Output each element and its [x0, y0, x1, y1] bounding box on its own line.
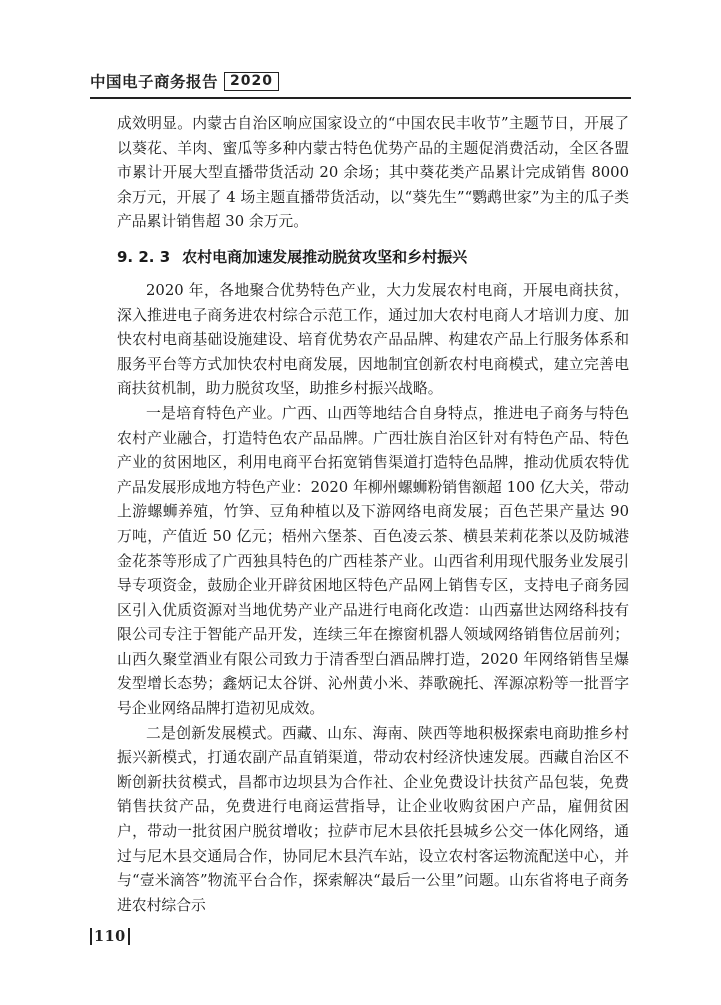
- footer-bar-right: [128, 928, 130, 945]
- page-footer: [88, 928, 132, 945]
- report-title: 中国电子商务报告: [90, 73, 219, 91]
- report-year-badge: 2020: [224, 72, 279, 91]
- page-body: [117, 112, 629, 918]
- paragraph-specialty-industry: 一是培育特色产业。广西、山西等地结合自身特点，推进电子商务与特色农村产业融合，打造特色农产品品牌。广西壮族自治区针对有特色产品、特色产业的贫困地区，利用电商平台拓宽销售渠道打造特色品牌，推动优质农特优产品发展形成地方特色产业：2020 年柳州螺蛳粉销售额超 100 亿大关，带动上游螺蛳养殖，竹笋、豆角种植以及下游网络电商发展；百色芒果产量达 90 万吨，产值近 50 亿元；梧州六堡茶、百色凌云茶、横县茉莉花茶以及防城港金花茶等形成了广西独具特色的广西桂茶产业。山西省利用现代服务业发展引导专项资金，鼓励企业开辟贫困地区特色产品网上销售专区，支持电子商务园区引入优质资源对当地优势产业产品进行电商化改造：山西嘉世达网络科技有限公司专注于智能产品开发，连续三年在擦窗机器人领域网络销售位居前列；山西久聚堂酒业有限公司致力于清香型白酒品牌打造，2020 年网络销售呈爆发型增长态势；鑫炳记太谷饼、沁州黄小米、莽歌碗托、浑源凉粉等一批晋字号企业网络品牌打造初见成效。: [117, 404, 629, 718]
- footer-bar-left: [90, 928, 92, 945]
- running-header: [90, 70, 279, 92]
- paragraph-innovation-model: 二是创新发展模式。西藏、山东、海南、陕西等地积极探索电商助推乡村振兴新模式，打通农副产品直销渠道，带动农村经济快速发展。西藏自治区不断创新扶贫模式，昌都市边坝县为合作社、企业免费设计扶贫产品包装，免费销售扶贫产品，免费进行电商运营指导，让企业收购贫困户产品，雇佣贫困户，带动一批贫困户脱贫增收；拉萨市尼木县依托县城乡公交一体化网络，通过与尼木县交通局合作，协同尼木县汽车站，设立农村客运物流配送中心，并与“壹米滴答”物流平台合作，探索解决“最后一公里”问题。山东省将电子商务进农村综合示: [117, 724, 629, 914]
- header-divider: [90, 97, 631, 99]
- paragraph-continued: 成效明显。内蒙古自治区响应国家设立的“中国农民丰收节”主题节日，开展了以葵花、羊肉、蜜瓜等多种内蒙古特色优势产品的主题促消费活动，全区各盟市累计开展大型直播带货活动 20 余场；其中葵花类产品累计完成销售 8000 余万元，开展了 4 场主题直播带货活动，以“葵先生”“鹦鹉世家”为主的瓜子类产品累计销售超 30 余万元。: [117, 115, 629, 231]
- section-number: 9. 2. 3: [117, 247, 171, 266]
- section-heading: [117, 245, 629, 269]
- section-title: 农村电商加速发展推动脱贫攻坚和乡村振兴: [182, 247, 468, 266]
- paragraph-intro: 2020 年，各地聚合优势特色产业，大力发展农村电商，开展电商扶贫，深入推进电子商务进农村综合示范工作，通过加大农村电商人才培训力度、加快农村电商基础设施建设、培育优势农产品品牌、构建农产品上行服务体系和服务平台等方式加快农村电商发展，因地制宜创新农村电商模式，建立完善电商扶贫机制，助力脱贫攻坚，助推乡村振兴战略。: [117, 281, 629, 398]
- page-number: 110: [94, 928, 126, 945]
